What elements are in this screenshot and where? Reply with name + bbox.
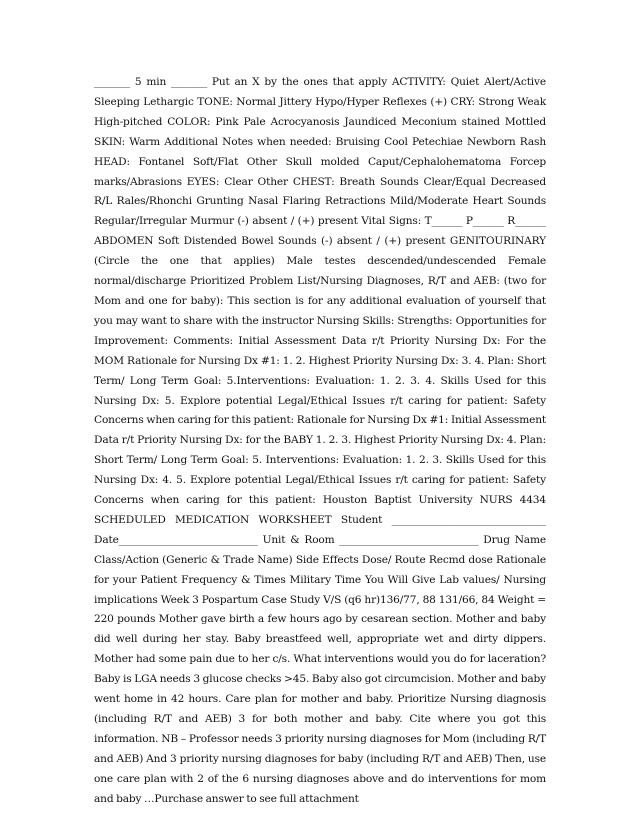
document-body-text: _______ 5 min _______ Put an X by the ones that apply ACTIVITY: Quiet Alert/Active Sleeping Lethargic TONE: Normal Jittery Hypo/Hyper Reflexes (+) CRY: Strong Weak High-pitched COLOR: Pink Pale Acrocyanosis Jaundiced Meconium stained Mottled SKIN: Warm Additional Notes when needed: Bruising Cool Petechiae Newborn Rash HEAD: Fontanel Soft/Flat Other Skull molded Caput/Cephalohematoma Forcep marks/Abrasions EYES: Clear Other CHEST: Breath Sounds Clear/Equal Decreased R/L Rales/Rhonchi Grunting Nasal Flaring Retractions Mild/Moderate Heart Sounds Regular/Irregular Murmur (-) absent / (+) present Vital Signs: T______ P______ R______ ABDOMEN Soft Distended Bowel Sounds (-) absent / (+) present GENITOURINARY (Circle the one that applies) Male testes descended/undescended Female normal/discharge Prioritized Problem List/Nursing Diagnoses, R/T and AEB: (two for Mom and one for baby): This section is for any additional evaluation of yourself that you may want to share with the instructor Nursing Skills: Strengths: Opportunities for Improvement: Comments: Initial Assessment Data r/t Priority Nursing Dx: For the MOM Rationale for Nursing Dx #1: 1. 2. Highest Priority Nursing Dx: 3. 4. Plan: Short Term/ Long Term Goal: 5.Interventions: Evaluation: 1. 2. 3. 4. Skills Used for this Nursing Dx: 5. Explore potential Legal/Ethical Issues r/t caring for patient: Safety Concerns when caring for this patient: Rationale for Nursing Dx #1: Initial Assessment Data r/t Priority Nursing Dx: for the BABY 1. 2. 3. Highest Priority Nursing Dx: 4. Plan: Short Term/ Long Term Goal: 5. Interventions: Evaluation: 1. 2. 3. Skills Used for this Nursing Dx: 4. 5. Explore potential Legal/Ethical Issues r/t caring for patient: Safety Concerns when caring for this patient: Houston Baptist University NURS 4434 SCHEDULED MEDICATION WORKSHEET Student ______________________________ Date___________________________ Unit & Room ___________________________ Drug Name Class/Action (Generic & Trade Name) Side Effects Dose/ Route Recmd dose Rationale for your Patient Frequency & Times Military Time You Will Give Lab values/ Nursing implications Week 3 Pospartum Case Study V/S (q6 hr)136/77, 88 131/66, 84 Weight = 220 pounds Mother gave birth a few hours ago by cesarean section. Mother and baby did well during her stay. Baby breastfeed well, appropriate wet and dirty dippers. Mother had some pain due to her c/s. What interventions would you do for laceration? Baby is LGA needs 3 glucose checks >45. Baby also got circumcision. Mother and baby went home in 42 hours. Care plan for mother and baby. Prioritize Nursing diagnosis (including R/T and AEB) 3 for both mother and baby. Cite where you got this information. NB – Professor needs 3 priority nursing diagnoses for Mom (including R/T and AEB) And 3 priority nursing diagnoses for baby (including R/T and AEB) Then, use one care plan with 2 of the 6 nursing diagnoses above and do interventions for mom and baby …Purchase answer to see full attachment: [94, 76, 546, 805]
